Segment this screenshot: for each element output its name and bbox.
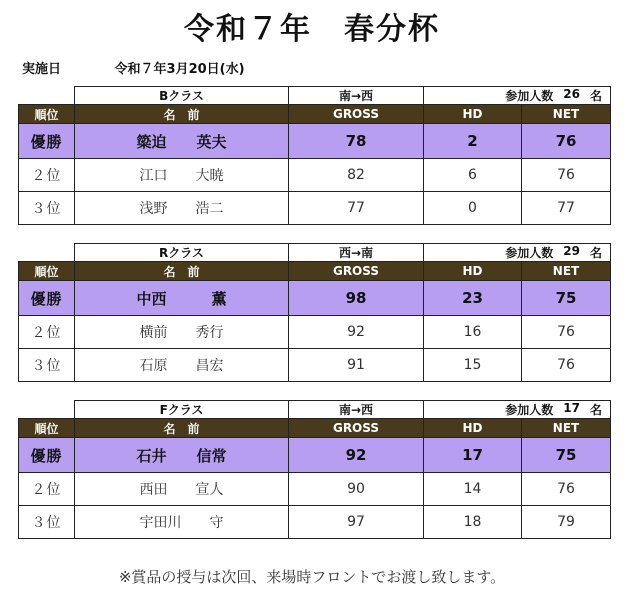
player-name: 石原 昌宏	[75, 349, 289, 382]
rank-cell: ２位	[19, 159, 75, 192]
player-name: 横前 秀行	[75, 316, 289, 349]
participants-cell	[424, 244, 611, 262]
header-name: 名 前	[75, 262, 289, 281]
gross-score: 97	[289, 506, 424, 539]
header-hd: HD	[424, 262, 522, 281]
gross-score: 92	[289, 316, 424, 349]
participants-unit: 名	[590, 246, 603, 260]
handicap: 6	[424, 159, 522, 192]
participants-label: 参加人数	[505, 403, 554, 417]
table-row-winner	[19, 281, 611, 316]
gross-score: 77	[289, 192, 424, 225]
handicap: 0	[424, 192, 522, 225]
header-row	[19, 419, 611, 438]
header-rank: 順位	[19, 262, 75, 281]
page-title: 令和７年 春分杯	[184, 12, 440, 47]
handicap: 14	[424, 473, 522, 506]
player-name: 浅野 浩二	[75, 192, 289, 225]
table-row	[19, 192, 611, 225]
header-net: NET	[522, 105, 611, 124]
handicap: 18	[424, 506, 522, 539]
class-name: Bクラス	[75, 87, 289, 105]
gross-score: 98	[289, 281, 424, 316]
handicap: 16	[424, 316, 522, 349]
class-info-row	[19, 244, 611, 262]
class-table-r	[18, 243, 610, 382]
gross-score: 90	[289, 473, 424, 506]
player-name: 簗迫 英夫	[75, 124, 289, 159]
course-direction: 南→西	[289, 401, 424, 419]
net-score: 76	[522, 124, 611, 159]
header-gross: GROSS	[289, 105, 424, 124]
header-hd: HD	[424, 105, 522, 124]
rank-cell: ３位	[19, 506, 75, 539]
player-name: 西田 宣人	[75, 473, 289, 506]
class-table-f	[18, 400, 610, 539]
course-direction: 南→西	[289, 87, 424, 105]
header-hd: HD	[424, 419, 522, 438]
net-score: 76	[522, 159, 611, 192]
handicap: 15	[424, 349, 522, 382]
gross-score: 82	[289, 159, 424, 192]
header-rank: 順位	[19, 105, 75, 124]
net-score: 75	[522, 281, 611, 316]
net-score: 76	[522, 473, 611, 506]
class-name: Fクラス	[75, 401, 289, 419]
participants-label: 参加人数	[505, 89, 554, 103]
table-row	[19, 349, 611, 382]
net-score: 76	[522, 349, 611, 382]
player-name: 江口 大暁	[75, 159, 289, 192]
table-row	[19, 506, 611, 539]
table-row-winner	[19, 438, 611, 473]
table-row	[19, 159, 611, 192]
player-name: 石井 信常	[75, 438, 289, 473]
header-name: 名 前	[75, 105, 289, 124]
date-row	[22, 58, 245, 77]
class-info-row	[19, 401, 611, 419]
handicap: 2	[424, 124, 522, 159]
footer-note: ※賞品の授与は次回、来場時フロントでお渡し致します。	[118, 568, 506, 586]
participants-count: 17	[563, 401, 580, 415]
header-row	[19, 105, 611, 124]
class-name: Rクラス	[75, 244, 289, 262]
class-info-row	[19, 87, 611, 105]
header-net: NET	[522, 262, 611, 281]
date-label: 実施日	[22, 62, 62, 77]
handicap: 17	[424, 438, 522, 473]
rank-cell: ２位	[19, 473, 75, 506]
rank-cell: ３位	[19, 349, 75, 382]
handicap: 23	[424, 281, 522, 316]
header-name: 名 前	[75, 419, 289, 438]
header-gross: GROSS	[289, 262, 424, 281]
participants-count: 26	[563, 87, 580, 101]
header-gross: GROSS	[289, 419, 424, 438]
net-score: 77	[522, 192, 611, 225]
table-row	[19, 473, 611, 506]
player-name: 中西 薫	[75, 281, 289, 316]
gross-score: 78	[289, 124, 424, 159]
rank-cell: 優勝	[19, 438, 75, 473]
participants-unit: 名	[590, 89, 603, 103]
gross-score: 92	[289, 438, 424, 473]
rank-cell: ３位	[19, 192, 75, 225]
course-direction: 西→南	[289, 244, 424, 262]
rank-cell: 優勝	[19, 124, 75, 159]
header-row	[19, 262, 611, 281]
participants-cell	[424, 401, 611, 419]
net-score: 79	[522, 506, 611, 539]
participants-label: 参加人数	[505, 246, 554, 260]
header-rank: 順位	[19, 419, 75, 438]
header-net: NET	[522, 419, 611, 438]
gross-score: 91	[289, 349, 424, 382]
participants-unit: 名	[590, 403, 603, 417]
class-table-b	[18, 86, 610, 225]
participants-count: 29	[563, 244, 580, 258]
player-name: 宇田川 守	[75, 506, 289, 539]
net-score: 75	[522, 438, 611, 473]
rank-cell: 優勝	[19, 281, 75, 316]
table-row-winner	[19, 124, 611, 159]
participants-cell	[424, 87, 611, 105]
rank-cell: ２位	[19, 316, 75, 349]
net-score: 76	[522, 316, 611, 349]
date-value: 令和７年3月20日(水)	[114, 62, 245, 77]
table-row	[19, 316, 611, 349]
